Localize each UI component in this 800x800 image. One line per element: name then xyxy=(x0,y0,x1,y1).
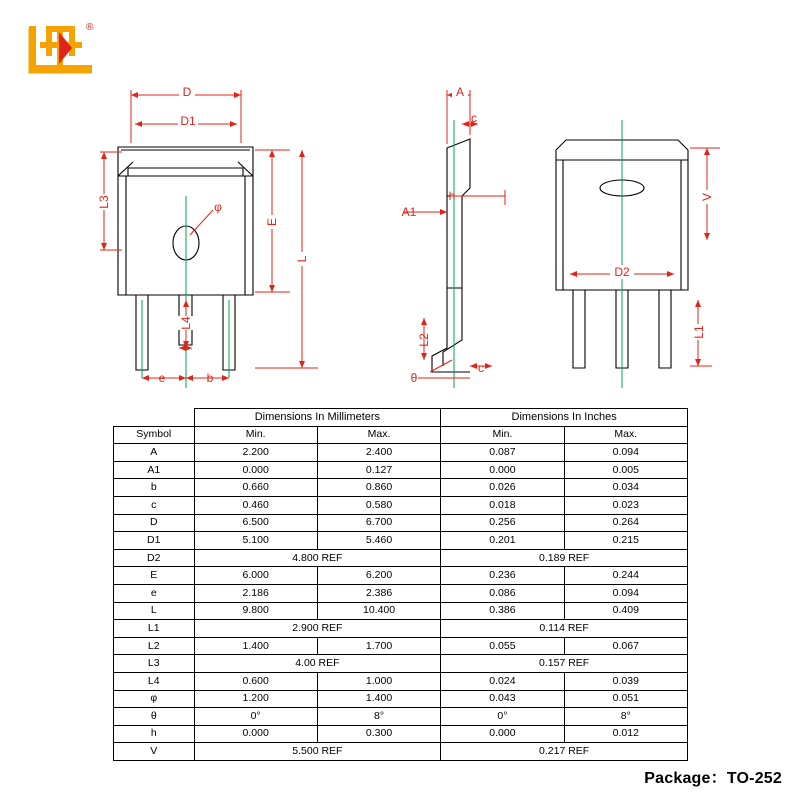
cell-in-max: 8° xyxy=(564,708,687,726)
cell-in-max: 0.039 xyxy=(564,672,687,690)
cell-in-max: 0.012 xyxy=(564,725,687,743)
front-view-centerline xyxy=(142,196,229,388)
label-e: e xyxy=(158,371,166,385)
label-E: E xyxy=(265,217,279,227)
label-D2: D2 xyxy=(614,265,630,279)
cell-mm-max: 0.300 xyxy=(317,725,440,743)
cell-mm-max: 5.460 xyxy=(317,532,440,550)
table-group-header-row xyxy=(114,409,688,427)
column-header-mm-min: Min. xyxy=(194,426,317,444)
cell-mm-min: 0.660 xyxy=(194,479,317,497)
cell-mm-max: 0.127 xyxy=(317,461,440,479)
table-row xyxy=(114,743,688,761)
registered-mark-text: ® xyxy=(86,22,94,33)
cell-mm-min: 2.200 xyxy=(194,444,317,462)
cell-mm-min: 1.200 xyxy=(194,690,317,708)
cell-in-min: 0.086 xyxy=(441,584,564,602)
cell-in-max: 0.051 xyxy=(564,690,687,708)
group-header-in: Dimensions In Inches xyxy=(441,409,688,427)
table-column-header-row xyxy=(114,426,688,444)
cell-mm-max: 1.700 xyxy=(317,637,440,655)
cell-mm-min: 0.460 xyxy=(194,496,317,514)
label-c-bottom: c xyxy=(478,361,484,375)
cell-in-max: 0.005 xyxy=(564,461,687,479)
cell-in-min: 0.055 xyxy=(441,637,564,655)
column-header-mm-max: Max. xyxy=(317,426,440,444)
cell-mm-min: 5.100 xyxy=(194,532,317,550)
label-D: D xyxy=(182,85,192,99)
cell-symbol: L1 xyxy=(114,620,195,638)
cell-in-max: 0.094 xyxy=(564,444,687,462)
column-header-symbol: Symbol xyxy=(114,426,195,444)
cell-symbol: b xyxy=(114,479,195,497)
cell-symbol: L xyxy=(114,602,195,620)
cell-symbol: e xyxy=(114,584,195,602)
cell-symbol: L4 xyxy=(114,672,195,690)
cell-in-max: 0.409 xyxy=(564,602,687,620)
cell-in-min: 0.236 xyxy=(441,567,564,585)
cell-in-max: 0.034 xyxy=(564,479,687,497)
label-phi: φ xyxy=(214,200,222,214)
table-row xyxy=(114,690,688,708)
cell-mm-max: 1.400 xyxy=(317,690,440,708)
cell-symbol: θ xyxy=(114,708,195,726)
table-row xyxy=(114,637,688,655)
cell-symbol: h xyxy=(114,725,195,743)
table-row xyxy=(114,620,688,638)
table-row xyxy=(114,584,688,602)
label-L2: L2 xyxy=(417,333,431,347)
table-row xyxy=(114,549,688,567)
cell-in-min: 0.000 xyxy=(441,725,564,743)
column-header-in-max: Max. xyxy=(564,426,687,444)
table-row xyxy=(114,514,688,532)
label-L1: L1 xyxy=(692,325,706,339)
table-row xyxy=(114,672,688,690)
label-A: A xyxy=(455,85,465,99)
cell-symbol: φ xyxy=(114,690,195,708)
label-L3: L3 xyxy=(97,195,111,209)
front-view-dimensions xyxy=(100,90,318,378)
table-row xyxy=(114,708,688,726)
cell-mm-ref: 4.00 REF xyxy=(194,655,441,673)
table-corner-cell xyxy=(114,409,195,427)
cell-in-max: 0.244 xyxy=(564,567,687,585)
table-row xyxy=(114,602,688,620)
label-b: b xyxy=(206,371,214,385)
cell-in-ref: 0.189 REF xyxy=(441,549,688,567)
cell-in-max: 0.023 xyxy=(564,496,687,514)
cell-mm-max: 6.700 xyxy=(317,514,440,532)
label-theta: θ xyxy=(410,371,418,385)
cell-in-min: 0.024 xyxy=(441,672,564,690)
cell-mm-min: 0.000 xyxy=(194,725,317,743)
cell-in-max: 0.264 xyxy=(564,514,687,532)
cell-symbol: D2 xyxy=(114,549,195,567)
column-header-in-min: Min. xyxy=(441,426,564,444)
cell-mm-ref: 2.900 REF xyxy=(194,620,441,638)
cell-in-min: 0.043 xyxy=(441,690,564,708)
cell-mm-max: 2.386 xyxy=(317,584,440,602)
cell-mm-max: 6.200 xyxy=(317,567,440,585)
cell-mm-ref: 5.500 REF xyxy=(194,743,441,761)
table-row xyxy=(114,532,688,550)
cell-symbol: E xyxy=(114,567,195,585)
cell-mm-min: 9.800 xyxy=(194,602,317,620)
cell-mm-min: 6.000 xyxy=(194,567,317,585)
cell-mm-min: 0.000 xyxy=(194,461,317,479)
cell-in-min: 0.386 xyxy=(441,602,564,620)
cell-symbol: L2 xyxy=(114,637,195,655)
cell-mm-max: 10.400 xyxy=(317,602,440,620)
cell-in-min: 0.000 xyxy=(441,461,564,479)
cell-in-min: 0.026 xyxy=(441,479,564,497)
cell-in-ref: 0.217 REF xyxy=(441,743,688,761)
cell-mm-min: 6.500 xyxy=(194,514,317,532)
cell-in-ref: 0.114 REF xyxy=(441,620,688,638)
table-row xyxy=(114,725,688,743)
package-caption: Package：TO-252 xyxy=(644,770,782,787)
cell-symbol: c xyxy=(114,496,195,514)
cell-mm-max: 2.400 xyxy=(317,444,440,462)
cell-symbol: D1 xyxy=(114,532,195,550)
label-A1: A1 xyxy=(401,205,417,219)
cell-in-min: 0.087 xyxy=(441,444,564,462)
cell-symbol: A xyxy=(114,444,195,462)
table-row xyxy=(114,479,688,497)
table-row xyxy=(114,655,688,673)
dimensions-table xyxy=(113,408,688,761)
cell-mm-ref: 4.800 REF xyxy=(194,549,441,567)
cell-in-ref: 0.157 REF xyxy=(441,655,688,673)
group-header-mm: Dimensions In Millimeters xyxy=(194,409,441,427)
table-row xyxy=(114,496,688,514)
label-h: h xyxy=(448,189,456,203)
label-V: V xyxy=(700,192,714,202)
cell-mm-max: 0.860 xyxy=(317,479,440,497)
label-L4: L4 xyxy=(179,316,193,330)
cell-mm-min: 2.186 xyxy=(194,584,317,602)
table-row xyxy=(114,567,688,585)
cell-mm-max: 0.580 xyxy=(317,496,440,514)
cell-mm-min: 1.400 xyxy=(194,637,317,655)
cell-mm-max: 1.000 xyxy=(317,672,440,690)
table-row xyxy=(114,461,688,479)
table-row xyxy=(114,444,688,462)
cell-in-min: 0.201 xyxy=(441,532,564,550)
cell-in-max: 0.067 xyxy=(564,637,687,655)
side-view-body xyxy=(432,139,470,372)
cell-mm-min: 0.600 xyxy=(194,672,317,690)
cell-in-min: 0.256 xyxy=(441,514,564,532)
label-D1: D1 xyxy=(180,114,196,128)
cell-symbol: V xyxy=(114,743,195,761)
cell-symbol: L3 xyxy=(114,655,195,673)
cell-in-min: 0° xyxy=(441,708,564,726)
cell-in-max: 0.094 xyxy=(564,584,687,602)
cell-in-min: 0.018 xyxy=(441,496,564,514)
label-c-top: c xyxy=(471,111,477,125)
cell-symbol: A1 xyxy=(114,461,195,479)
label-L: L xyxy=(295,255,309,263)
cell-mm-max: 8° xyxy=(317,708,440,726)
cell-mm-min: 0° xyxy=(194,708,317,726)
cell-in-max: 0.215 xyxy=(564,532,687,550)
cell-symbol: D xyxy=(114,514,195,532)
